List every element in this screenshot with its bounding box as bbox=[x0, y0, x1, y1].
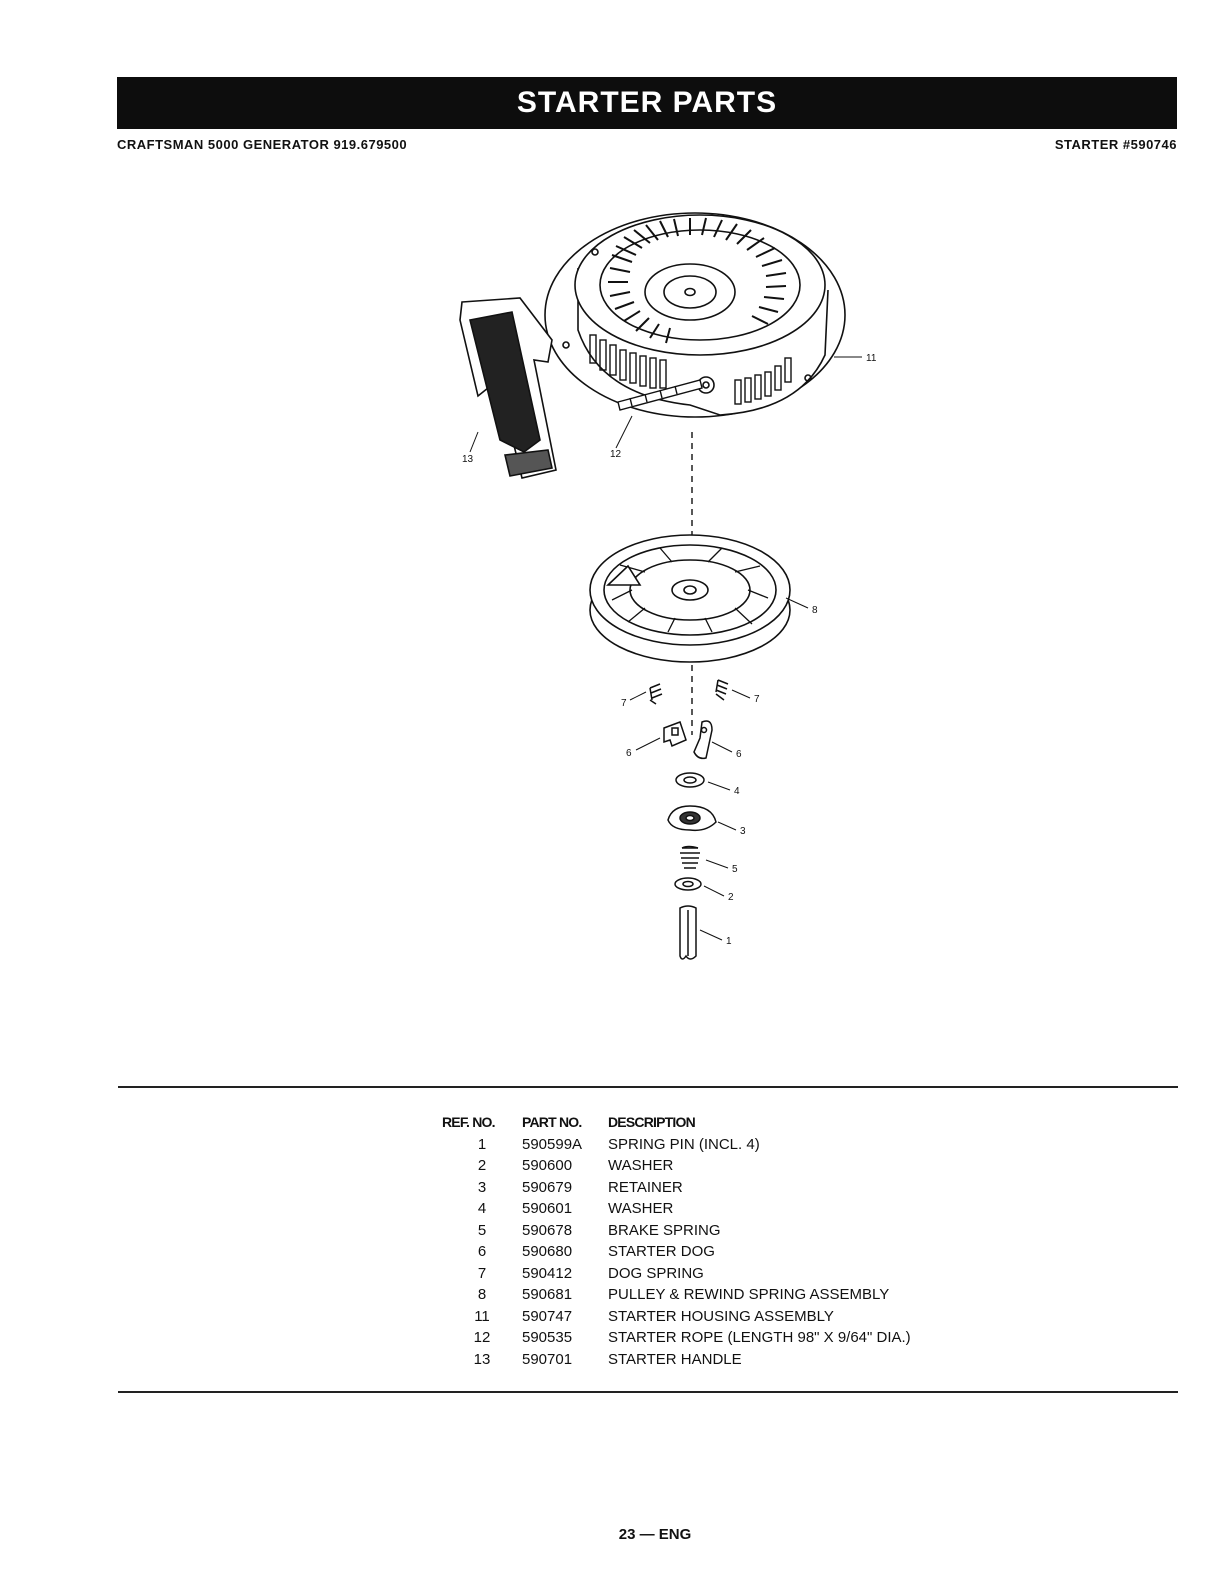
table-row bbox=[442, 1177, 948, 1199]
ref-no: 11 bbox=[474, 1307, 490, 1325]
ref-no: 5 bbox=[477, 1221, 487, 1239]
part-no: 590679 bbox=[522, 1178, 573, 1196]
starter-number-label: STARTER #590746 bbox=[1054, 137, 1177, 152]
table-row bbox=[442, 1220, 948, 1242]
pulley-part bbox=[590, 535, 790, 662]
table-row bbox=[442, 1306, 948, 1328]
description: RETAINER bbox=[608, 1178, 683, 1196]
page-number: 23 — ENG bbox=[618, 1526, 692, 1543]
dog-spring-part-right bbox=[716, 680, 728, 700]
callout-2: 2 bbox=[728, 892, 734, 903]
callout-1: 1 bbox=[726, 936, 732, 947]
ref-no: 13 bbox=[473, 1350, 491, 1368]
part-no: 590412 bbox=[522, 1264, 573, 1282]
ref-no: 3 bbox=[477, 1178, 487, 1196]
ref-no: 12 bbox=[473, 1329, 491, 1346]
parts-table-header-row bbox=[442, 1112, 948, 1134]
callout-3: 3 bbox=[740, 826, 746, 837]
description: STARTER HANDLE bbox=[608, 1350, 742, 1368]
washer-part-2 bbox=[675, 878, 701, 890]
callout-5: 5 bbox=[732, 864, 738, 875]
table-row bbox=[442, 1284, 948, 1306]
description: STARTER ROPE (LENGTH 98" X 9/64" DIA.) bbox=[608, 1329, 911, 1346]
callout-13: 13 bbox=[462, 454, 474, 465]
dog-spring-part-left bbox=[650, 684, 662, 704]
callout-6-right: 6 bbox=[736, 749, 742, 760]
callout-11: 11 bbox=[866, 353, 877, 364]
table-row bbox=[442, 1241, 948, 1263]
ref-no-header: REF. NO. bbox=[442, 1114, 495, 1130]
part-no: 590535 bbox=[522, 1329, 573, 1346]
model-label: CRAFTSMAN 5000 GENERATOR 919.679500 bbox=[117, 137, 408, 152]
part-no: 590600 bbox=[522, 1157, 573, 1174]
table-row bbox=[442, 1327, 948, 1349]
description: WASHER bbox=[608, 1200, 674, 1217]
ref-no: 7 bbox=[477, 1264, 487, 1282]
callout-8: 8 bbox=[812, 605, 818, 616]
retainer-part bbox=[668, 806, 716, 830]
part-no: 590678 bbox=[522, 1221, 573, 1239]
description: SPRING PIN (INCL. 4) bbox=[608, 1135, 760, 1153]
callout-7-left: 7 bbox=[621, 698, 627, 709]
page-title: STARTER PARTS bbox=[117, 77, 1177, 129]
table-row bbox=[442, 1155, 948, 1177]
starter-handle-part bbox=[460, 298, 556, 478]
part-no: 590701 bbox=[522, 1350, 573, 1368]
starter-dog-part-right bbox=[694, 721, 712, 758]
ref-no: 1 bbox=[477, 1135, 487, 1153]
ref-no: 4 bbox=[477, 1200, 487, 1217]
description: BRAKE SPRING bbox=[608, 1221, 721, 1239]
table-row bbox=[442, 1134, 948, 1156]
description: WASHER bbox=[608, 1157, 674, 1174]
part-no: 590601 bbox=[522, 1200, 573, 1217]
table-row bbox=[442, 1263, 948, 1285]
callout-12: 12 bbox=[610, 449, 622, 460]
ref-no: 8 bbox=[477, 1286, 487, 1303]
callout-6-left: 6 bbox=[626, 748, 632, 759]
callout-7-right: 7 bbox=[754, 694, 760, 705]
description: STARTER DOG bbox=[608, 1243, 715, 1260]
part-no: 590747 bbox=[522, 1307, 573, 1325]
description: PULLEY & REWIND SPRING ASSEMBLY bbox=[608, 1286, 890, 1303]
callout-4: 4 bbox=[734, 786, 740, 797]
washer-part-4 bbox=[676, 773, 704, 787]
ref-no: 2 bbox=[477, 1157, 487, 1174]
description: DOG SPRING bbox=[608, 1264, 704, 1282]
parts-table bbox=[442, 1112, 948, 1370]
part-no-header: PART NO. bbox=[522, 1114, 582, 1130]
part-no: 590681 bbox=[522, 1286, 573, 1303]
description: STARTER HOUSING ASSEMBLY bbox=[608, 1307, 834, 1325]
starter-dog-part-left bbox=[664, 722, 686, 746]
spring-pin-part bbox=[680, 906, 696, 959]
table-top-rule bbox=[118, 1086, 1178, 1088]
part-no: 590680 bbox=[522, 1243, 573, 1260]
table-row bbox=[442, 1198, 948, 1220]
description-header: DESCRIPTION bbox=[608, 1114, 695, 1130]
table-row bbox=[442, 1349, 948, 1371]
ref-no: 6 bbox=[477, 1243, 487, 1260]
brake-spring-part bbox=[680, 847, 700, 869]
table-bottom-rule bbox=[118, 1391, 1178, 1393]
part-no: 590599A bbox=[522, 1135, 583, 1153]
